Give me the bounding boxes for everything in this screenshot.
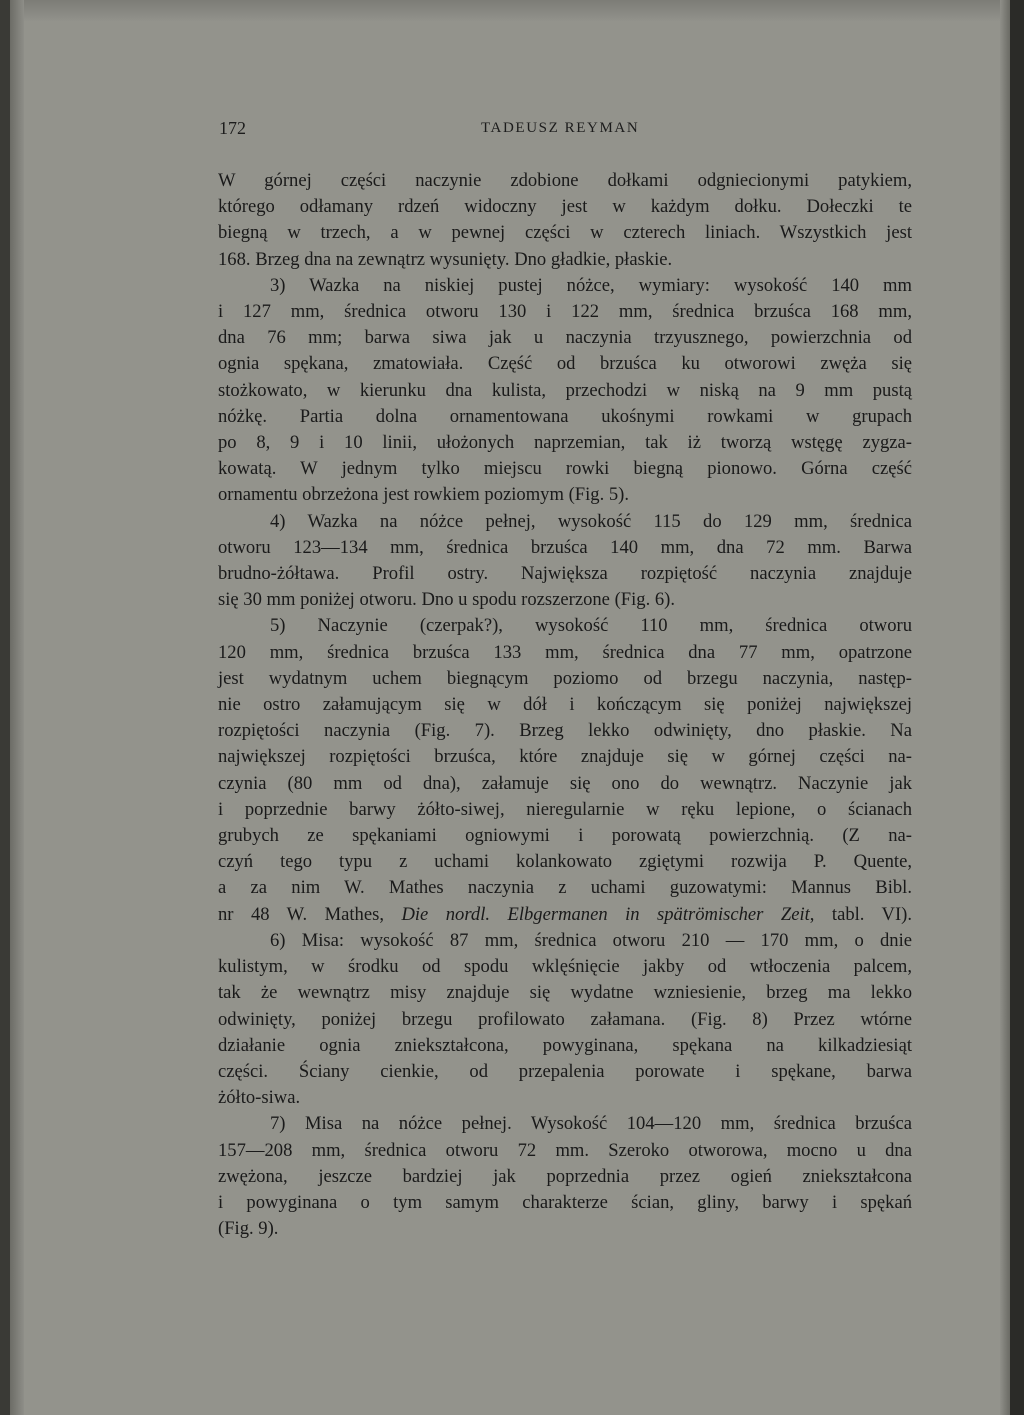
scan-left-shadow: [10, 0, 24, 1415]
text-line-content: i powyginana o tym samym charakterze ścian, gliny, barwy i spękań: [218, 1191, 912, 1213]
text-line-content: brudno-żółtawa. Profil ostry. Największa rozpiętość naczynia znajduje: [218, 563, 912, 585]
text-line: [218, 247, 912, 273]
text-line: [218, 456, 912, 482]
text-line-content: zwężona, jeszcze bardziej jak poprzednia przez ogień zniekształcona: [218, 1165, 912, 1187]
text-line: [218, 194, 912, 220]
text-line: [218, 692, 912, 718]
text-line: [218, 220, 912, 246]
text-line: [218, 404, 912, 430]
text-line: [218, 1216, 912, 1242]
text-line-content: największej rozpiętości brzuśca, które znajduje się w górnej części na-: [218, 746, 912, 768]
text-line: [218, 640, 912, 666]
text-line-content: jest wydatnym uchem biegnącym poziomo od brzegu naczynia, następ-: [218, 667, 912, 689]
text-line-content: czynia (80 mm od dna), załamuje się ono do wewnątrz. Naczynie jak: [218, 772, 912, 794]
text-line: [218, 1007, 912, 1033]
text-line-content: i poprzednie barwy żółto-siwej, nieregularnie w ręku lepione, o ścianach: [218, 798, 912, 820]
text-line: [218, 797, 912, 823]
text-line: [218, 1059, 912, 1085]
text-line-content: a za nim W. Mathes naczynia z uchami guzowatymi: Mannus Bibl.: [218, 877, 912, 899]
text-line-content: po 8, 9 i 10 linii, ułożonych naprzemian, tak iż tworzą wstęgę zygza-: [218, 432, 912, 454]
text-line: [218, 771, 912, 797]
text-line-content: 5) Naczynie (czerpak?), wysokość 110 mm, średnica otworu: [270, 615, 912, 637]
text-line: [218, 666, 912, 692]
text-line: [218, 587, 912, 613]
text-line: [218, 823, 912, 849]
scan-right-shadow: [1000, 0, 1010, 1415]
text-line-content: i 127 mm, średnica otworu 130 i 122 mm, średnica brzuśca 168 mm,: [218, 301, 912, 323]
page-number: 172: [219, 118, 246, 138]
text-line-content: żółto-siwa.: [218, 1087, 301, 1109]
text-line: [218, 168, 912, 194]
text-line-content: 4) Wazka na nóżce pełnej, wysokość 115 do 129 mm, średnica: [270, 510, 912, 532]
text-line-tail: , tabl. VI).: [809, 903, 913, 925]
text-line-content: się 30 mm poniżej otworu. Dno u spodu rozszerzone (Fig. 6).: [218, 589, 676, 611]
running-head: TADEUSZ REYMAN: [481, 120, 640, 136]
text-line-content: rozpiętości naczynia (Fig. 7). Brzeg lekko odwinięty, dno płaskie. Na: [218, 720, 912, 742]
text-line-content: 6) Misa: wysokość 87 mm, średnica otworu 210 — 170 mm, o dnie: [270, 929, 912, 951]
text-line: [218, 718, 912, 744]
text-line-content: części. Ściany cienkie, od przepalenia porowate i spękane, barwa: [218, 1060, 912, 1082]
italic-citation: Die nordl. Elbgermanen in spätrömischer Zeit: [401, 903, 810, 925]
text-line-content: odwinięty, poniżej brzegu profilowato załamana. (Fig. 8) Przez wtórne: [218, 1008, 912, 1030]
text-line-content: 168. Brzeg dna na zewnątrz wysunięty. Dno gładkie, płaskie.: [218, 248, 673, 270]
text-line-content: biegną w trzech, a w pewnej części w czterech liniach. Wszystkich jest: [218, 222, 912, 244]
text-line-content: 7) Misa na nóżce pełnej. Wysokość 104—120 mm, średnica brzuśca: [270, 1113, 912, 1135]
text-line: [218, 1085, 912, 1111]
scan-left-border: [0, 0, 10, 1415]
text-line: [218, 430, 912, 456]
text-line: [218, 902, 912, 928]
text-line: [218, 1111, 912, 1137]
text-line-content: nie ostro załamującym się w dół i kończącym się poniżej największej: [218, 694, 912, 716]
text-line-content: grubych ze spękaniami ogniowymi i porowatą powierzchnią. (Z na-: [218, 825, 912, 847]
text-line: [218, 613, 912, 639]
text-line: [218, 1164, 912, 1190]
text-line: [218, 299, 912, 325]
text-line: [218, 980, 912, 1006]
text-line-content: 3) Wazka na niskiej pustej nóżce, wymiary: wysokość 140 mm: [270, 274, 912, 296]
text-line: [218, 325, 912, 351]
text-line-content: tak że wewnątrz misy znajduje się wydatne wzniesienie, brzeg ma lekko: [218, 982, 912, 1004]
scan-right-border: [1010, 0, 1024, 1415]
text-line-content: otworu 123—134 mm, średnica brzuśca 140 mm, dna 72 mm. Barwa: [218, 536, 912, 558]
text-line-content: W górnej części naczynie zdobione dołkami odgniecionymi patykiem,: [218, 170, 912, 191]
text-line-content: ognia spękana, zmatowiała. Część od brzuśca ku otworowi zwęża się: [218, 353, 912, 375]
body-text: [218, 168, 912, 1242]
text-line-content: dna 76 mm; barwa siwa jak u naczynia trzyusznego, powierzchnia od: [218, 327, 912, 349]
text-line: [218, 1033, 912, 1059]
text-line: [218, 561, 912, 587]
text-line-content: działanie ognia zniekształcona, powyginana, spękana na kilkadziesiąt: [218, 1034, 912, 1056]
text-line-content: czyń tego typu z uchami kolankowato zgiętymi rozwija P. Quente,: [218, 851, 912, 873]
text-line: [218, 1190, 912, 1216]
text-line-content: 120 mm, średnica brzuśca 133 mm, średnica dna 77 mm, opatrzone: [218, 641, 912, 663]
text-line: [218, 535, 912, 561]
text-line-content: 157—208 mm, średnica otworu 72 mm. Szeroko otworowa, mocno u dna: [218, 1139, 912, 1161]
text-line: [218, 482, 912, 508]
text-line: [218, 509, 912, 535]
text-line: [218, 351, 912, 377]
text-line: [218, 744, 912, 770]
text-line-content: kulistym, w środku od spodu wklęśnięcie jakby od wtłoczenia palcem,: [218, 956, 912, 978]
text-line-content: stożkowato, w kierunku dna kulista, przechodzi w niską na 9 mm pustą: [218, 379, 912, 401]
text-line-content: ornamentu obrzeżona jest rowkiem poziomym (Fig. 5).: [218, 484, 630, 506]
scan-top-shadow: [0, 0, 1024, 22]
text-line: [218, 849, 912, 875]
text-line: [218, 273, 912, 299]
text-line: [218, 1138, 912, 1164]
text-line: [218, 875, 912, 901]
text-line-content: kowatą. W jednym tylko miejscu rowki biegną pionowo. Górna część: [218, 458, 912, 480]
page-header: [219, 118, 909, 144]
text-line: [218, 954, 912, 980]
text-line-content: (Fig. 9).: [218, 1218, 279, 1240]
text-line-content: nr 48 W. Mathes,: [218, 903, 402, 925]
text-line: [218, 928, 912, 954]
text-line-content: którego odłamany rdzeń widoczny jest w każdym dołku. Dołeczki te: [218, 196, 912, 218]
text-line: [218, 378, 912, 404]
text-line-content: nóżkę. Partia dolna ornamentowana ukośnymi rowkami w grupach: [218, 405, 912, 427]
